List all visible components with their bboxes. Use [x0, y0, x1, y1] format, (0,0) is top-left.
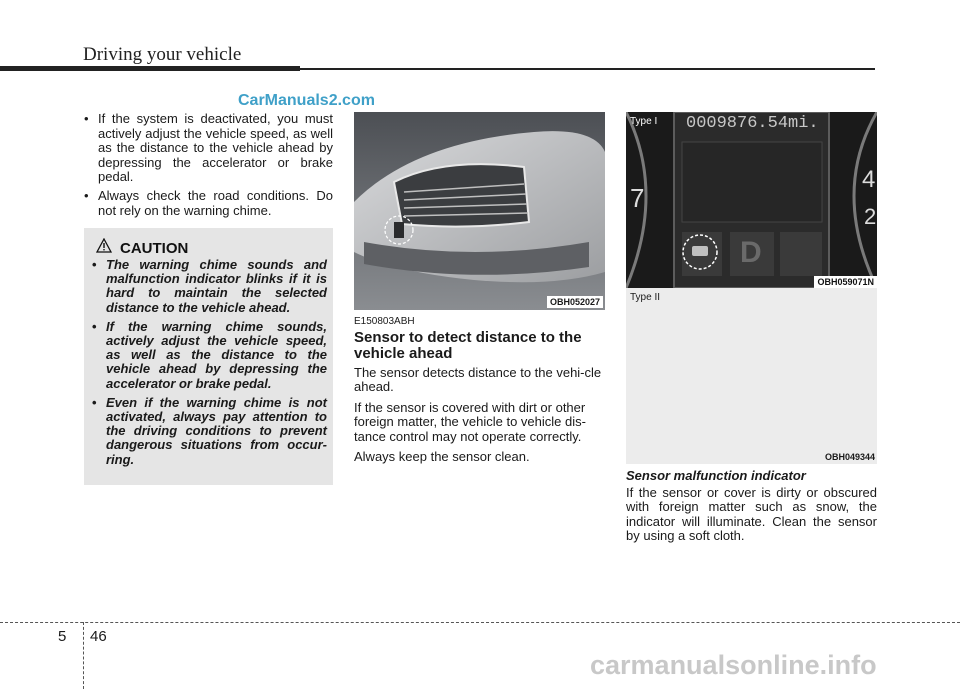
watermark-link[interactable]: CarManuals2.com: [238, 92, 375, 109]
footer-rule: [0, 622, 960, 623]
svg-text:4: 4: [862, 166, 876, 193]
sub-heading: Sensor malfunction indicator: [626, 468, 806, 483]
caution-box: [84, 228, 333, 485]
gear-indicator: D: [740, 236, 762, 269]
image-label: OBH049344: [824, 452, 875, 462]
chapter-number: 5: [58, 628, 67, 645]
svg-text:2: 2: [864, 204, 877, 229]
bullet-item: • Always check the road conditions. Do not rely on the warning chime.: [84, 187, 333, 218]
svg-text:7: 7: [630, 183, 645, 213]
instrument-cluster-photo: [626, 112, 877, 288]
caution-text: If the warning chime sounds, actively adjust the vehicle speed, as well as the distance to the vehicle ahead by depressing the accelerator or brake pedal.: [106, 318, 327, 391]
odometer-readout: 0009876.54mi.: [686, 114, 819, 133]
caution-item: • The warning chime sounds and malfunction indicator blinks if it is hard to maintain the selected distance to the vehicle ahead.: [92, 257, 327, 315]
header-rule: [0, 66, 300, 71]
bullet-item: • If the system is deactivated, you must actively adjust the vehicle speed, as well as the distance to the vehicle ahead by depressing the accelerator or brake pedal.: [84, 111, 333, 185]
column-1: [84, 112, 333, 222]
car-front-photo: [354, 112, 605, 310]
bullet-text: If the system is deactivated, you must actively adjust the vehicle speed, as well as the distance to the vehicle ahead by depressing the accelerator or brake pedal.: [98, 111, 333, 185]
caution-title: CAUTION: [120, 239, 189, 257]
type-2-label: Type II: [630, 292, 661, 303]
caution-text: Even if the warning chime is not activated, always pay attention to the driving conditions to prevent dangerous situations from occur-ring.: [106, 394, 327, 467]
warning-triangle-icon: [96, 238, 112, 258]
watermark-bottom[interactable]: carmanualsonline.info: [590, 650, 877, 680]
image-label: OBH059071N: [814, 276, 877, 288]
caution-item: • Even if the warning chime is not activated, always pay attention to the driving conditions to prevent dangerous situations from occur-ring.: [92, 394, 327, 467]
footer-divider: [83, 622, 84, 689]
image-label: OBH052027: [547, 296, 603, 308]
caution-item: • If the warning chime sounds, actively adjust the vehicle speed, as well as the distance to the vehicle ahead by depressing the accelerator or brake pedal.: [92, 318, 327, 391]
paragraph: The sensor detects distance to the vehi-cle ahead.: [354, 365, 602, 395]
paragraph: Always keep the sensor clean.: [354, 449, 530, 465]
section-body: [354, 366, 605, 470]
page-number: 46: [90, 628, 107, 645]
caution-text: The warning chime sounds and malfunction indicator blinks if it is hard to maintain the selected distance to the vehicle ahead.: [106, 257, 327, 315]
section-title: Sensor to detect distance to the vehicle ahead: [354, 329, 582, 362]
page-header-title: Driving your vehicle: [83, 44, 242, 65]
header-rule-thin: [300, 68, 875, 70]
type-1-label: Type I: [630, 116, 658, 127]
paragraph: If the sensor is covered with dirt or other foreign matter, the vehicle to vehicle dis-tance control may not operate correctly.: [354, 399, 586, 444]
bullet-text: Always check the road conditions. Do not rely on the warning chime.: [98, 187, 333, 218]
section-code: E150803ABH: [354, 316, 415, 327]
paragraph: If the sensor or cover is dirty or obscured with foreign matter such as snow, the indicator will illuminate. Clean the sensor by using a soft cloth.: [626, 485, 877, 544]
